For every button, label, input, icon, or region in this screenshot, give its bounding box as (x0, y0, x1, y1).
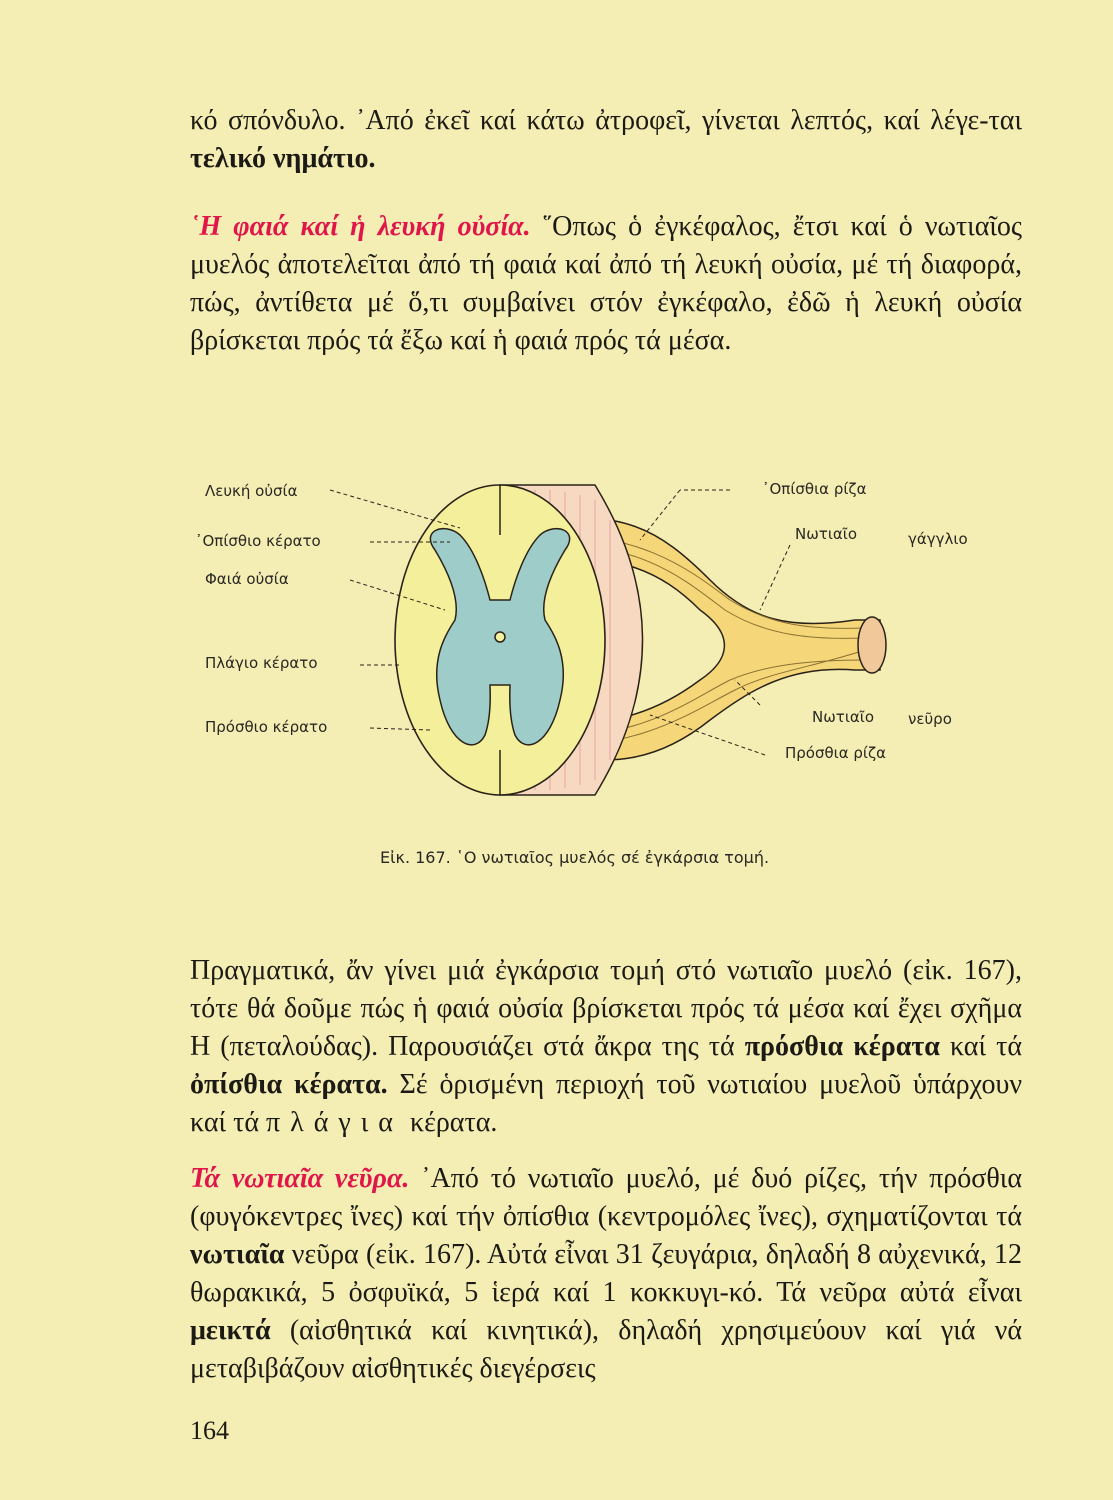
paragraph-grey-white-matter (190, 208, 1022, 360)
cross-section-text-2: καί τά (939, 1031, 1022, 1062)
label-grey-matter: Φαιά οὐσία (205, 570, 289, 588)
section-heading-spinal-nerves: Τά νωτιαῖα νεῦρα. (190, 1163, 410, 1194)
spinal-nerves-text-1: ᾿Από τό νωτιαῖο μυελό, μέ δυό ρίζες, τήν πρόσθια (φυγόκεντρες ἴνες) καί τήν ὀπίσθια (κεντρομόλες ἴνες), σχηματίζονται τά (190, 1163, 1022, 1232)
paragraph-spinal-nerves (190, 1160, 1022, 1388)
cross-section-text-1: Πραγματικά, ἄν γίνει μιά ἐγκάρσια τομή στό νωτιαῖο μυελό (εἰκ. 167), τότε θά δοῦμε πώς ἡ φαιά οὐσία βρίσκεται πρός τά μέσα καί ἔχει σχῆμα Η (πεταλούδας). Παρουσιάζει στά ἄκρα της τά (190, 955, 1022, 1062)
intro-text: κό σπόνδυλο. ᾿Από ἐκεῖ καί κάτω ἀτροφεῖ, γίνεται λεπτός, καί λέγε-ται (190, 105, 1022, 136)
spinal-nerves-text-2: νεῦρα (εἰκ. 167). Αὐτά εἶναι 31 ζευγάρια, δηλαδή 8 αὐχενικά, 12 θωρακικά, 5 ὀσφυϊκά, 5 ἱερά καί 1 κοκκυγι-κό. Τά νεῦρα αὐτά εἶναι (190, 1239, 1022, 1308)
label-posterior-root: ᾿Οπίσθια ρίζα (762, 480, 867, 498)
nerve-cut-end (858, 617, 886, 673)
label-lateral-horn: Πλάγιο κέρατο (205, 654, 318, 672)
central-canal (495, 632, 505, 642)
label-spinal-nerve-2: νεῦρο (908, 710, 952, 728)
label-anterior-horn: Πρόσθιο κέρατο (205, 718, 328, 736)
label-white-matter: Λευκή οὐσία (205, 482, 298, 500)
spinal-cord-diagram (190, 460, 1030, 820)
term-posterior-horns: ὀπίσθια κέρατα. (190, 1069, 388, 1100)
cross-section-text-3: Σέ ὁρισμένη περιοχή τοῦ νωτιαίου μυελοῦ ὑπάρχουν καί τά (190, 1069, 1022, 1138)
label-spinal-nerve-1: Νωτιαῖο (812, 708, 875, 726)
page-number: 164 (190, 1416, 229, 1445)
label-anterior-root: Πρόσθια ρίζα (785, 744, 887, 762)
paragraph-cross-section (190, 952, 1022, 1142)
term-mixed: μεικτά (190, 1315, 271, 1346)
paragraph-intro (190, 102, 1022, 178)
label-spinal-ganglion-2: γάγγλιο (908, 530, 968, 548)
label-posterior-horn: ᾿Οπίσθιο κέρατο (195, 532, 321, 550)
section-heading-grey-white-matter: ῾Η φαιά καί ἡ λευκή οὐσία. (190, 211, 531, 242)
cross-section-text-4: κέρατα. (402, 1107, 498, 1138)
term-anterior-horns: πρόσθια κέρατα (744, 1031, 940, 1062)
term-terminal-filament: τελικό νημάτιο. (190, 143, 376, 174)
term-lateral-spaced: πλάγια (266, 1107, 403, 1138)
label-spinal-ganglion-1: Νωτιαῖο (795, 525, 858, 543)
figure-spinal-cord (190, 460, 1030, 820)
spinal-nerves-text-3: (αἰσθητικά καί κινητικά), δηλαδή χρησιμεύουν καί γιά νά μεταβιβάζουν αἰσθητικές διεγέρσεις (190, 1315, 1022, 1384)
figure-caption: Εἰκ. 167. ῾Ο νωτιαῖος μυελός σέ ἐγκάρσια τομή. (380, 848, 770, 867)
grey-white-matter-text: ῞Οπως ὁ ἐγκέφαλος, ἔτσι καί ὁ νωτιαῖος μυελός ἀποτελεῖται ἀπό τή φαιά καί ἀπό τή λευκή οὐσία, μέ τή διαφορά, πώς, ἀντίθετα μέ ὅ,τι συμβαίνει στόν ἐγκέφαλο, ἐδῶ ἡ λευκή οὐσία βρίσκεται πρός τά ἔξω καί ἡ φαιά πρός τά μέσα. (190, 211, 1023, 356)
term-spinal: νωτιαῖα (190, 1239, 285, 1270)
